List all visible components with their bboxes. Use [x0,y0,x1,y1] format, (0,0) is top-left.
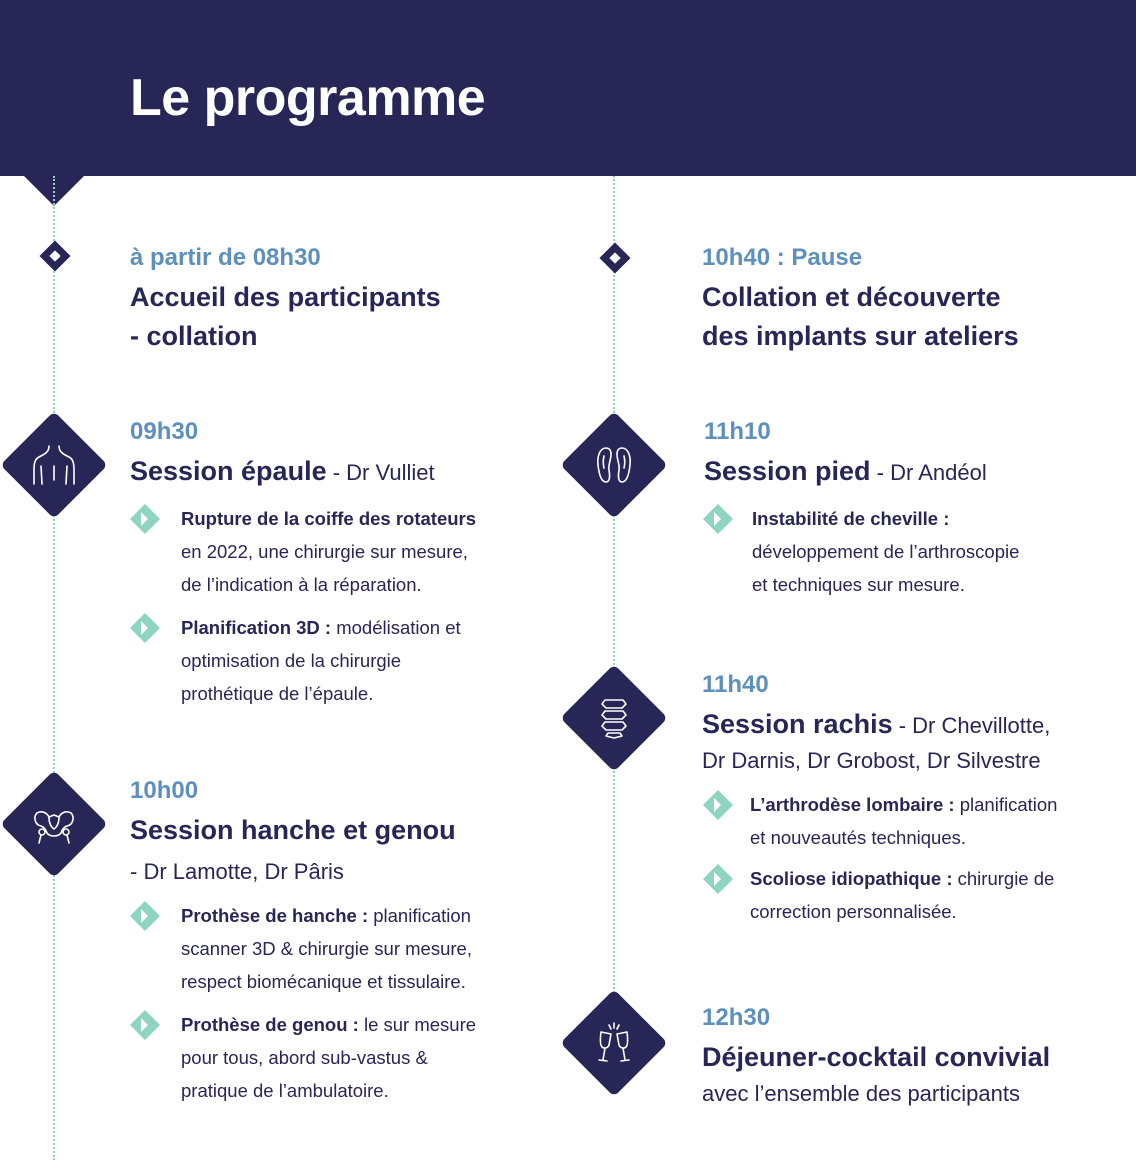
title-line: Collation et découverte [702,282,1001,312]
session-title [702,278,1019,356]
footprints-icon [589,440,639,490]
timeline-dot-icon [39,240,70,271]
diamond-bullet-icon [130,901,160,931]
bullet-text: chirurgie de [952,868,1055,889]
speaker-text: - Dr Chevillotte, [892,713,1051,738]
lunch-badge [560,989,667,1096]
time-label: 11h10 [704,418,771,445]
time-label: 12h30 [702,1004,771,1031]
spine-badge [560,664,667,771]
title-text: Session épaule [130,456,327,486]
speaker-text: Dr Darnis, Dr Grobost, Dr Silvestre [702,748,1041,773]
time-label: 10h00 [130,777,199,804]
diamond-bullet-icon [130,613,160,643]
time-label: 11h40 [702,671,769,698]
bullet-heading: Prothèse de hanche : [181,905,369,926]
bullet-heading: Scoliose idiopathique : [750,868,953,889]
header-banner [0,0,1136,176]
bullet-heading: Rupture de la coiffe des rotateurs [181,508,477,529]
title-line: des implants sur ateliers [702,321,1019,351]
bullet-text: le sur mesure [358,1014,477,1035]
list-item [130,611,527,711]
bullet-text: prothétique de l’épaule. [181,683,374,704]
champagne-glasses-icon [589,1018,639,1068]
shoulder-badge [0,411,107,518]
bullet-heading: L’arthrodèse lombaire : [750,794,955,815]
session-title [130,278,441,356]
bullet-heading: Planification 3D : [181,617,332,638]
foot-badge [560,411,667,518]
list-item [130,899,527,999]
spine-icon [589,693,639,743]
bullet-text: développement de l’arthroscopie [752,541,1020,562]
bullet-text: de l’indication à la réparation. [181,574,422,595]
session-title: Déjeuner-cocktail convivial [702,1042,1051,1072]
session-title: Session hanche et genou [130,815,456,845]
list-item [130,502,527,602]
time-label: à partir de 08h30 [130,244,321,271]
title-line: Accueil des participants [130,282,441,312]
time-label: 09h30 [130,418,199,445]
list-item [703,788,1107,856]
speaker-text: - Dr Andéol [870,460,987,485]
pelvis-icon [29,799,79,849]
title-text: Session pied [704,456,871,486]
diamond-bullet-icon [703,790,733,820]
diamond-bullet-icon [130,1010,160,1040]
bullet-text: en 2022, une chirurgie sur mesure, [181,541,468,562]
timeline-right [613,176,615,996]
speaker-text: - Dr Vulliet [326,460,435,485]
bullet-text: et nouveautés techniques. [750,827,966,848]
bullet-text: planification [368,905,471,926]
list-item [130,1008,527,1108]
bullet-heading: Instabilité de cheville : [752,508,950,529]
speaker-text: - Dr Lamotte, Dr Pâris [130,859,344,884]
bullet-text: pour tous, abord sub-vastus & [181,1047,428,1068]
session-title [702,705,1107,745]
bullet-heading: Prothèse de genou : [181,1014,359,1035]
diamond-bullet-icon [130,504,160,534]
bullet-text: scanner 3D & chirurgie sur mesure, [181,938,472,959]
bullet-text: et techniques sur mesure. [752,574,965,595]
bullet-text: correction personnalisée. [750,901,957,922]
diamond-bullet-icon [703,864,733,894]
bullet-text: optimisation de la chirurgie [181,650,402,671]
bullet-text: respect biomécanique et tissulaire. [181,971,466,992]
diamond-bullet-icon [703,504,733,534]
bullet-text: modélisation et [331,617,461,638]
title-line: - collation [130,321,258,351]
bullet-text: planification [954,794,1058,815]
page-title: Le programme [130,69,486,127]
session-title [130,452,435,492]
time-label: 10h40 : Pause [702,244,863,271]
list-item [703,862,1107,930]
timeline-left [53,176,55,1160]
shoulder-icon [29,440,79,490]
title-text: Session rachis [702,709,893,739]
timeline-dot-icon [599,242,630,273]
list-item [703,502,1107,602]
session-title [704,452,987,492]
bullet-text: pratique de l’ambulatoire. [181,1080,389,1101]
subtitle-text: avec l’ensemble des participants [702,1081,1020,1106]
pelvis-badge [0,770,107,877]
